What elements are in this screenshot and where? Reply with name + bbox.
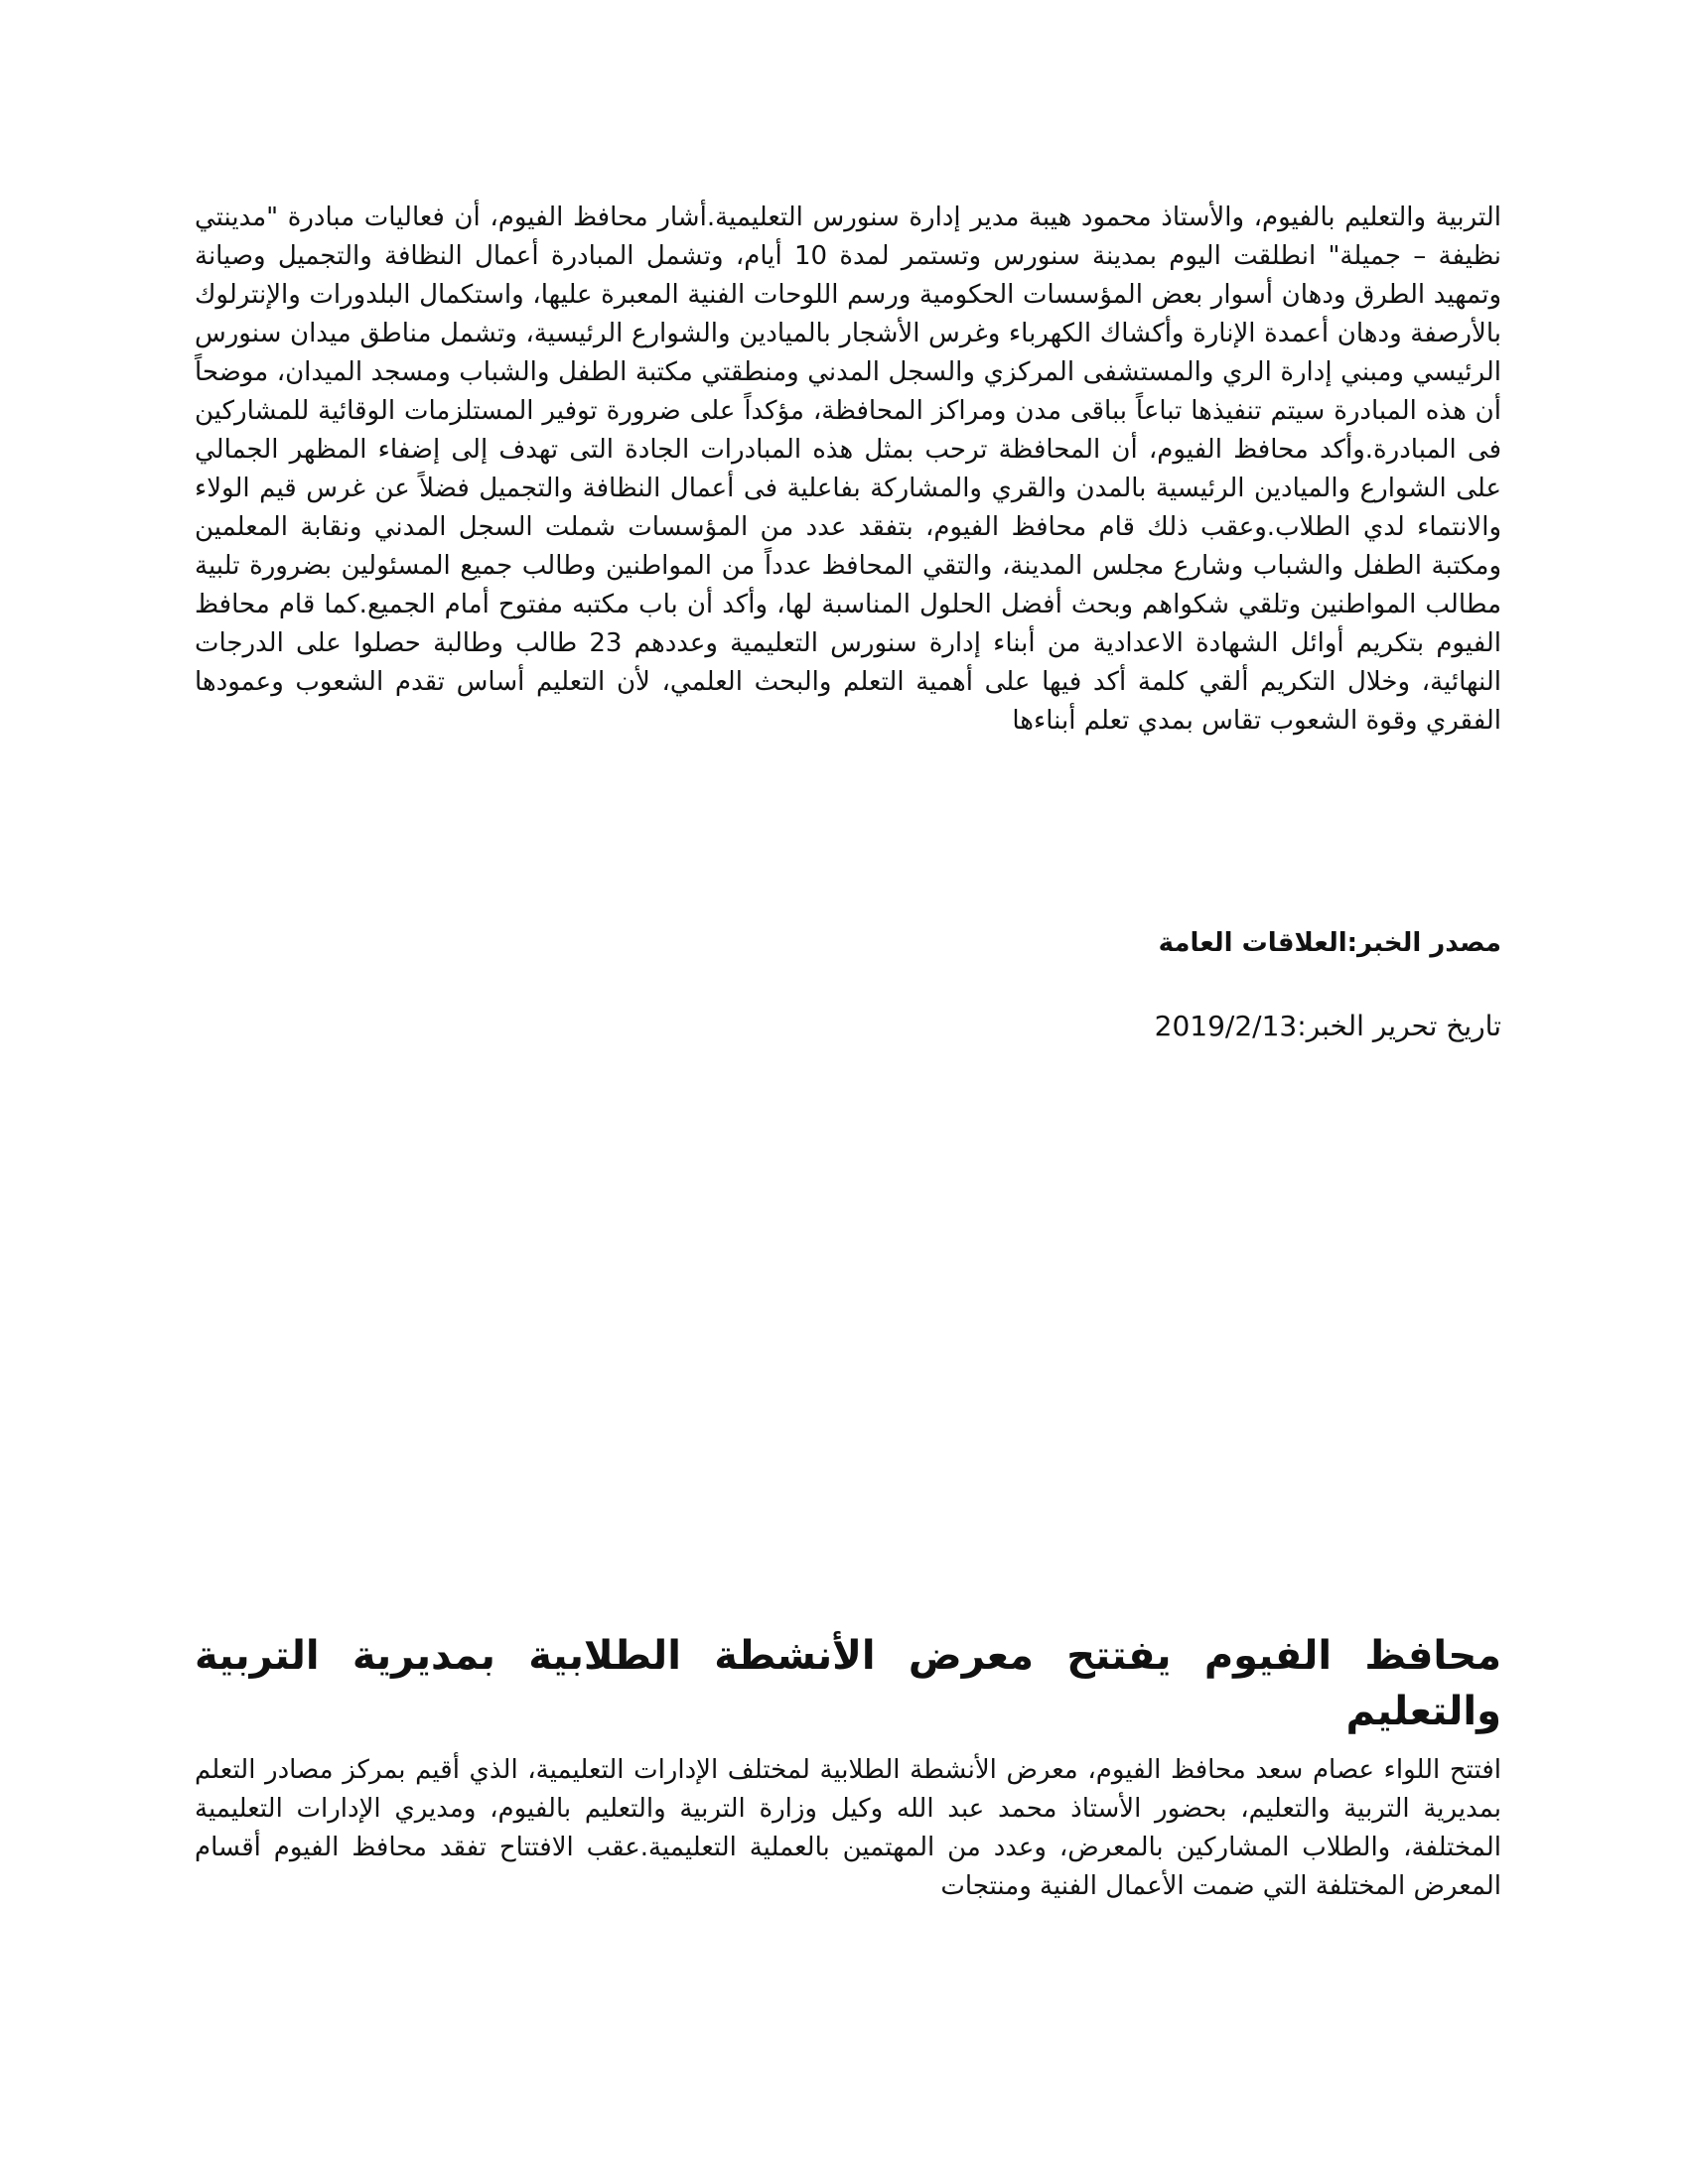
news-source-line: مصدر الخبر:العلاقات العامة [1158, 928, 1501, 958]
article-one-body: التربية والتعليم بالفيوم، والأستاذ محمود هيبة مدير إدارة سنورس التعليمية.أشار محافظ الفيوم، أن فعاليات مبادرة "مدينتي نظيفة – جميلة" انطلقت اليوم بمدينة سنورس وتستمر لمدة 10 أيام، وتشمل المبادرة أعمال النظافة والتجميل وصيانة وتمهيد الطرق ودهان أسوار بعض المؤسسات الحكومية ورسم اللوحات الفنية المعبرة عليها، واستكمال البلدورات والإنترلوك بالأرصفة ودهان أعمدة الإنارة وأكشاك الكهرباء وغرس الأشجار بالميادين والشوارع الرئيسية، وتشمل مناطق ميدان سنورس الرئيسي ومبني إدارة الري والمستشفى المركزي والسجل المدني ومنطقتي مكتبة الطفل والشباب ومسجد الميدان، موضحاً أن هذه المبادرة سيتم تنفيذها تباعاً بباقى مدن ومراكز المحافظة، مؤكداً على ضرورة توفير المستلزمات الوقائية للمشاركين فى المبادرة.وأكد محافظ الفيوم، أن المحافظة ترحب بمثل هذه المبادرات الجادة التى تهدف إلى إضفاء المظهر الجمالي على الشوارع والميادين الرئيسية بالمدن والقري والمشاركة بفاعلية فى أعمال النظافة والتجميل فضلاً عن غرس قيم الولاء والانتماء لدي الطلاب.وعقب ذلك قام محافظ الفيوم، بتفقد عدد من المؤسسات شملت السجل المدني ونقابة المعلمين ومكتبة الطفل والشباب وشارع مجلس المدينة، والتقي المحافظ عدداً من المواطنين وطالب جميع المسئولين بضرورة تلبية مطالب المواطنين وتلقي شكواهم وبحث أفضل الحلول المناسبة لها، وأكد أن باب مكتبه مفتوح أمام الجميع.كما قام محافظ الفيوم بتكريم أوائل الشهادة الاعدادية من أبناء إدارة سنورس التعليمية وعددهم 23 طالب وطالبة حصلوا على الدرجات النهائية، وخلال التكريم ألقي كلمة أكد فيها على أهمية التعلم والبحث العلمي، لأن التعليم أساس تقدم الشعوب وعمودها الفقري وقوة الشعوب تقاس بمدي تعلم أبناءها [195, 203, 1502, 736]
article-two-headline: محافظ الفيوم يفتتح معرض الأنشطة الطلابية بمديرية التربية والتعليم [195, 1633, 1501, 1734]
news-date-line: تاريخ تحرير الخبر:2019/2/13 [1154, 1010, 1501, 1042]
article-two-body: افتتح اللواء عصام سعد محافظ الفيوم، معرض الأنشطة الطلابية لمختلف الإدارات التعليمية، الذي أقيم بمركز مصادر التعلم بمديرية التربية والتعليم، بحضور الأستاذ محمد عبد الله وكيل وزارة التربية والتعليم بالفيوم، ومديري الإدارات التعليمية المختلفة، والطلاب المشاركين بالمعرض، وعدد من المهتمين بالعملية التعليمية.عقب الافتتاح تفقد محافظ الفيوم أقسام المعرض المختلفة التي ضمت الأعمال الفنية ومنتجات [195, 1755, 1501, 1901]
